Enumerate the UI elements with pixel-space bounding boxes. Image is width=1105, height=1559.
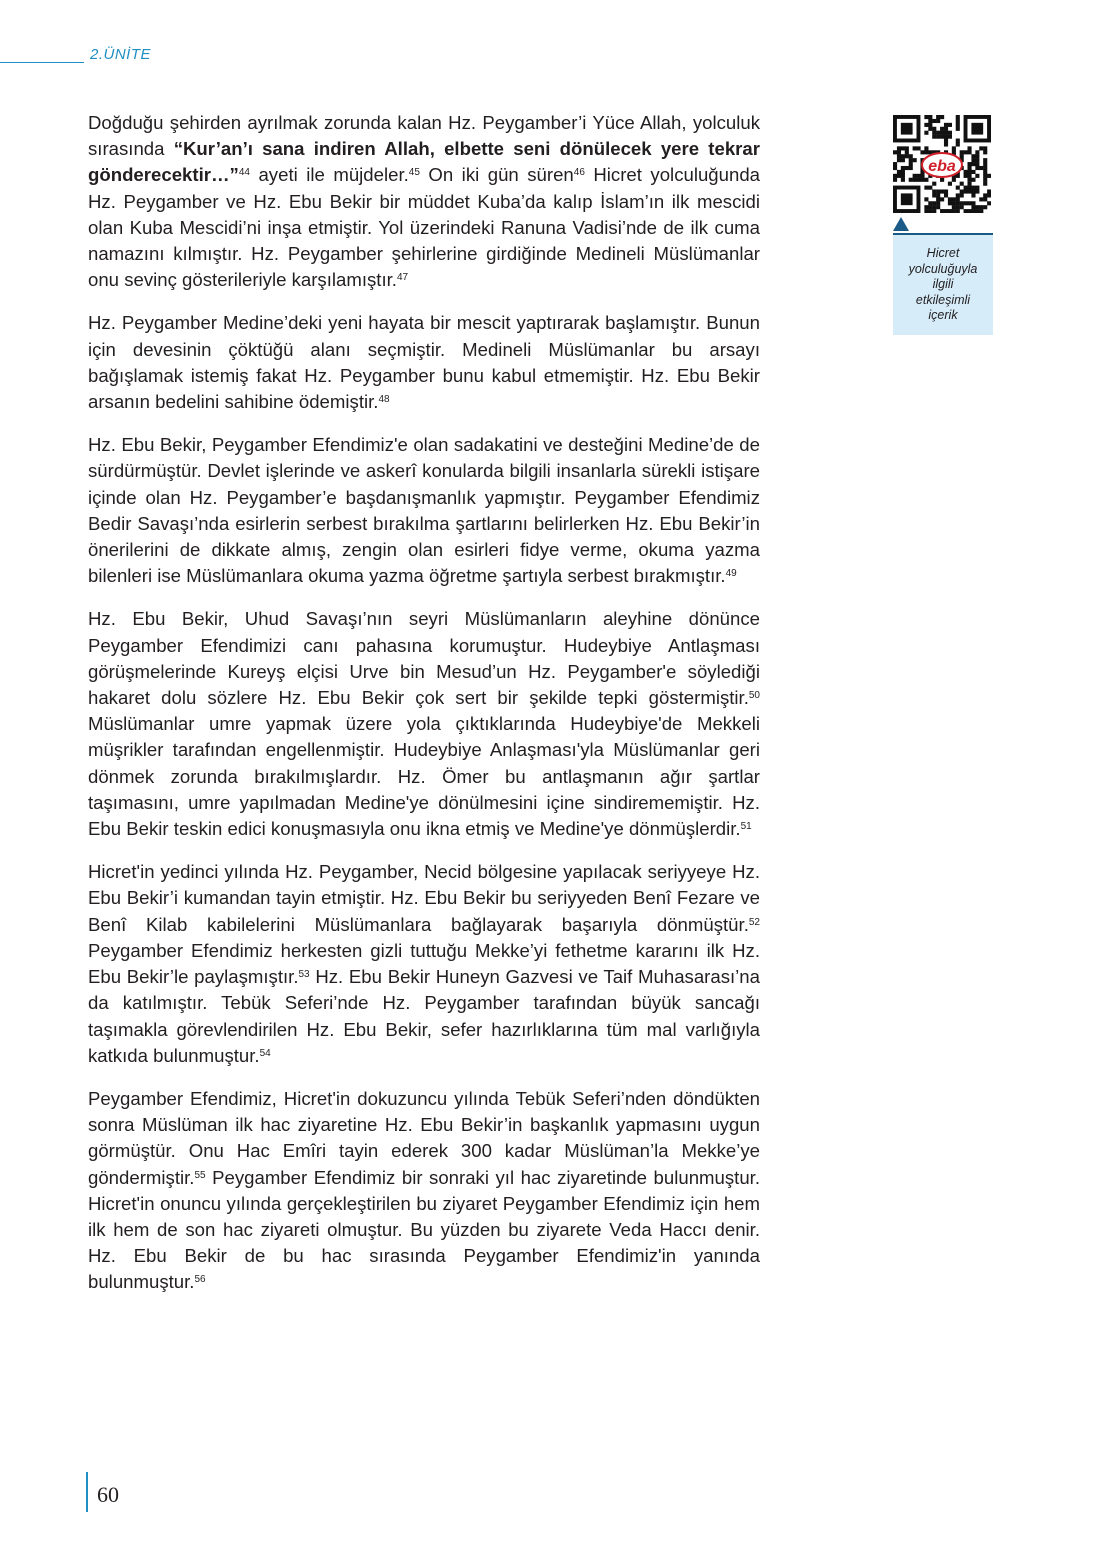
eba-logo (922, 153, 962, 177)
header-rule (0, 62, 84, 63)
footnote-ref: 44 (238, 167, 250, 179)
footnote-ref: 48 (378, 394, 390, 406)
footnote-ref: 47 (396, 272, 409, 284)
paragraph: Doğduğu şehirden ayrılmak zorunda kalan Hz. Peygamber’i Yüce Allah, yolculuk sırasında “Kur’an’ı sana indiren Allah, elbette seni dönülecek yere tekrar gönderecektir…”$^{44}$ ayeti ile müjdeler.$^{45}$ On iki gün süren$^{46}$ Hicret yolculuğunda Hz. Peygamber ve Hz. Ebu Bekir bir müddet Kuba’da kalıp İslam’ın ilk mescidi olan Kuba Mescidi’ni inşa etmiştir. Yol üzerindeki Ranuna Vadisi’nde de ilk cuma namazını kılmıştır. Hz. Peygamber şehirlerine girdiğinde Medineli Müslümanlar onu sevinç gösterileriyle karşılamıştır.$^{47}$ (88, 112, 761, 291)
footnote-ref: 54 (259, 1047, 271, 1059)
paragraph: Peygamber Efendimiz, Hicret'in dokuzuncu yılında Tebük Seferi’nden döndükten sonra Müslüman ilk hac ziyaretine Hz. Ebu Bekir’in başkanlık yapmasını uygun görmüştür. Onu Hac Emîri tayin ederek 300 kadar Müslüman’la Mekke’ye göndermiştir.$^{55}$ Peygamber Efendimiz bir sonraki yıl hac ziyaretinde bulunmuştur. Hicret'in onuncu yılında gerçekleştirilen bu ziyaret Peygamber Efendimiz için hem ilk hem de son hac ziyareti olmuştur. Bu yüzden bu ziyarete Veda Haccı denir. Hz. Ebu Bekir de bu hac sırasında Peygamber Efendimiz'in yanında bulunmuştur.$^{56}$ (88, 1087, 760, 1293)
footnote-ref: 55 (194, 1169, 206, 1181)
footnote-ref: 51 (740, 821, 752, 833)
footnote-ref: 52 (748, 916, 760, 928)
svg-text:eba: eba (928, 158, 956, 175)
footnote-ref: 50 (748, 690, 760, 702)
unit-label: 2.ÜNİTE (90, 46, 152, 63)
paragraph: Hz. Ebu Bekir, Peygamber Efendimiz'e olan sadakatini ve desteğini Medine’de de sürdürmüştür. Devlet işlerinde ve askerî konularda bilgili insanlarla sürekli istişare içinde olan Hz. Peygamber’e başdanışmanlık yapmıştır. Peygamber Efendimiz Bedir Savaşı’nda esirlerin serbest bırakılma şartlarını belirlerken Hz. Ebu Bekir’in önerilerini de dikkate almış, zengin olan esirleri fidye verme, okuma yazma bilenleri ise Müslümanlara okuma yazma öğretme şartıyla serbest bırakmıştır.$^{49}$ (88, 434, 760, 587)
footnote-ref: 53 (298, 969, 310, 981)
paragraph: Hz. Ebu Bekir, Uhud Savaşı’nın seyri Müslümanların aleyhine dönünce Peygamber Efendimizi canı pahasına korumuştur. Hudeybiye Antlaşması görüşmelerinde Kureyş elçisi Urve bin Mesud’un Hz. Peygamber'e söylediği hakaret dolu sözlere Hz. Ebu Bekir çok sert bir şekilde tepki göstermiştir.$^{50}$ Müslümanlar umre yapmak üzere yola çıktıklarında Hudeybiye'de Mekkeli müşrikler tarafından engellenmiştir. Hudeybiye Anlaşması'yla Müslümanlar geri dönmek zorunda bırakılmışlardır. Hz. Ömer bu antlaşmanın ağır şartlar taşımasını, umre yapılmadan Medine'ye dönülmesini içine sindirememiştir. Hz. Ebu Bekir teskin edici konuşmasıyla onu ikna etmiş ve Medine'ye dönmüşlerdir.$^{51}$ (88, 608, 760, 840)
interactive-content-caption: Hicret yolculuğuyla ilgili etkileşimli içerik (893, 233, 993, 335)
footnote-ref: 45 (408, 167, 420, 179)
quran-quote: “Kur’an’ı sana indiren Allah, elbette seni dönülecek yere tekrar gönderecektir…” (88, 138, 760, 186)
paragraph: Hz. Peygamber Medine’deki yeni hayata bir mescit yaptırarak başlamıştır. Bunun için devesinin çöktüğü alanı seçmiştir. Medineli Müslümanlar bu arsayı bağışlamak istemiş fakat Hz. Peygamber bunu kabul etmemiştir. Hz. Ebu Bekir arsanın bedelini sahibine ödemiştir.$^{48}$ (88, 312, 760, 413)
footer-rule (86, 1472, 88, 1512)
footnote-ref: 56 (194, 1274, 206, 1286)
footnote-ref: 46 (573, 167, 585, 179)
footnote-ref: 49 (725, 568, 737, 580)
main-text (88, 110, 760, 1313)
paragraph: Hicret'in yedinci yılında Hz. Peygamber, Necid bölgesine yapılacak seriyyeye Hz. Ebu Bekir’i kumandan tayin etmiştir. Hz. Ebu Bekir bu seriyyeden Benî Fezare ve Benî Kilab kabilelerini Müslümanlara bağlayarak başarıyla dönmüştür.$^{52}$ Peygamber Efendimiz herkesten gizli tuttuğu Mekke’yi fethetme kararını ilk Hz. Ebu Bekir’le paylaşmıştır.$^{53}$ Hz. Ebu Bekir Huneyn Gazvesi ve Taif Muhasarası’na da katılmıştır. Tebük Seferi’nde Hz. Peygamber tarafından büyük sancağı taşımakla görevlendirilen Hz. Ebu Bekir, sefer hazırlıklarına tüm mal varlığıyla katkıda bulunmuştur.$^{54}$ (88, 861, 760, 1066)
triangle-pointer-icon (893, 217, 909, 231)
page-number: 60 (97, 1482, 119, 1507)
qr-code-icon[interactable] (893, 115, 991, 213)
